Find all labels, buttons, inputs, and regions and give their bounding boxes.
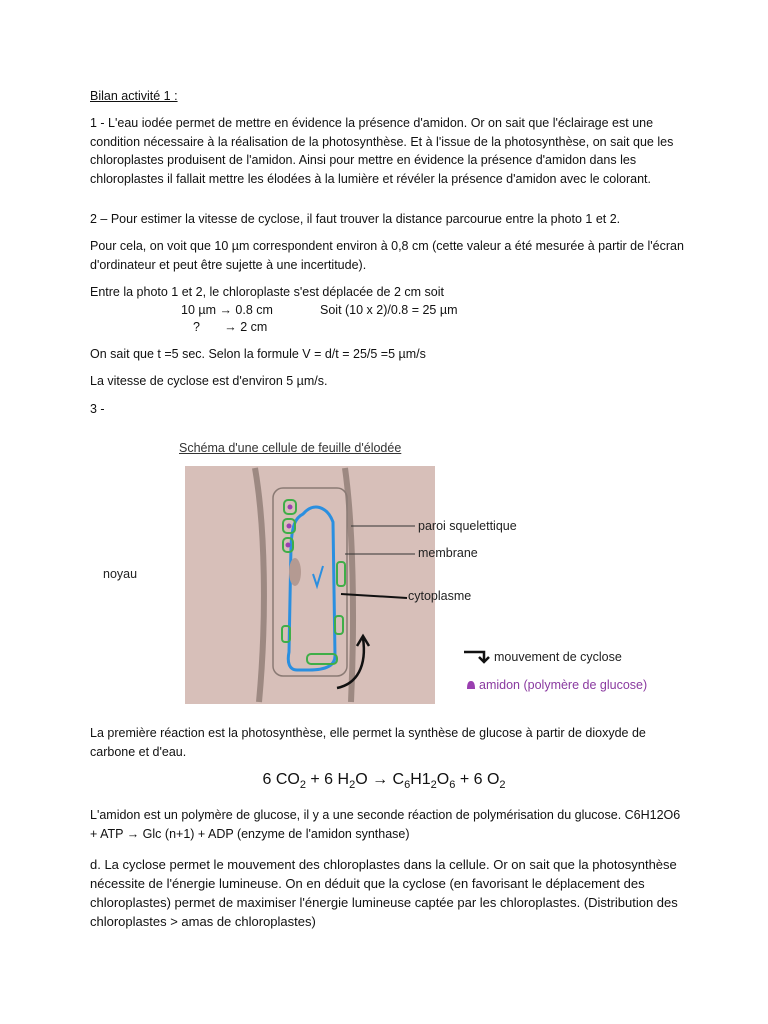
cell-diagram [185,466,435,704]
photosynthesis-equation: 6 $CO_2 + 6$ $H_2O \to C_6H1_2O_6 + 6$ $O_2$ [262,771,506,792]
paragraph-1: 1 - L'eau iodée permet de mettre en évidence la présence d'amidon. Or on sait que l'éclairage est une condition nécessaire à la réalisation de la photosynthèse. Et à l'issue de la photosynthèse, on sait que les chloroplastes produisent de l'amidon. Ainsi pour mettre en évidence la présence d'amidon dans les chloroplastes il fallait mettre les élodées à la lumière et révéler la présence d'amidon avec le colorant. [90,116,674,186]
starch-1 [288,505,293,510]
paragraph-6: La vitesse de cyclose est d'environ 5 µm/s. [90,374,328,388]
nucleus [289,558,301,586]
starch-legend-icon [466,680,476,690]
paragraph-3: Pour cela, on voit que 10 µm correspondent environ à 0,8 cm (cette valeur a été mesurée à partir de l'écran d'ordinateur et peut être sujette à une incertitude). [90,239,684,272]
paragraph-10: d. La cyclose permet le mouvement des chloroplastes dans la cellule. Or on sait que la photosynthèse nécessite de l'énergie lumineuse. On en déduit que la cyclose (en favorisant le déplacement des chloroplastes) permet de maximiser l'énergie lumineuse captée par les chloroplastes. (Distribution des chloroplastes > amas de chloroplastes) [90,857,678,929]
label-membrane: membrane [418,546,478,560]
cyclose-legend-arrow-icon [462,648,490,664]
paragraph-5: On sait que t =5 sec. Selon la formule V = d/t = 25/5 =5 µm/s [90,347,426,361]
legend-amidon: amidon (polymère de glucose) [479,678,648,692]
diagram-background [185,466,435,704]
calc-line-1-right: Soit (10 x 2)/0.8 = 25 µm [320,303,458,317]
paragraph-8: La première réaction est la photosynthèse, elle permet la synthèse de glucose à partir de dioxyde de carbone et d'eau. [90,726,646,759]
paragraph-2: 2 – Pour estimer la vitesse de cyclose, il faut trouver la distance parcourue entre la photo 1 et 2. [90,212,621,226]
paragraph-7: 3 - [90,402,105,416]
label-cytoplasme: cytoplasme [408,589,472,603]
calc-line-2: ? → 2 cm [193,320,268,334]
paragraph-4: Entre la photo 1 et 2, le chloroplaste s'est déplacée de 2 cm soit [90,285,444,299]
starch-2 [287,524,292,529]
starch-3 [286,543,291,548]
heading: Bilan activité 1 : [90,89,178,103]
legend-cyclose: mouvement de cyclose [494,650,622,664]
label-noyau: noyau [103,567,138,581]
label-paroi: paroi squelettique [418,519,517,533]
calc-line-1-left: 10 µm → 0.8 cm [181,303,273,317]
figure-title: Schéma d'une cellule de feuille d'élodée [179,441,402,455]
paragraph-9: L'amidon est un polymère de glucose, il y a une seconde réaction de polymérisation du glucose. C6H12O6 + ATP → Glc (n+1) + ADP (enzyme de l'amidon synthase) [90,808,681,841]
